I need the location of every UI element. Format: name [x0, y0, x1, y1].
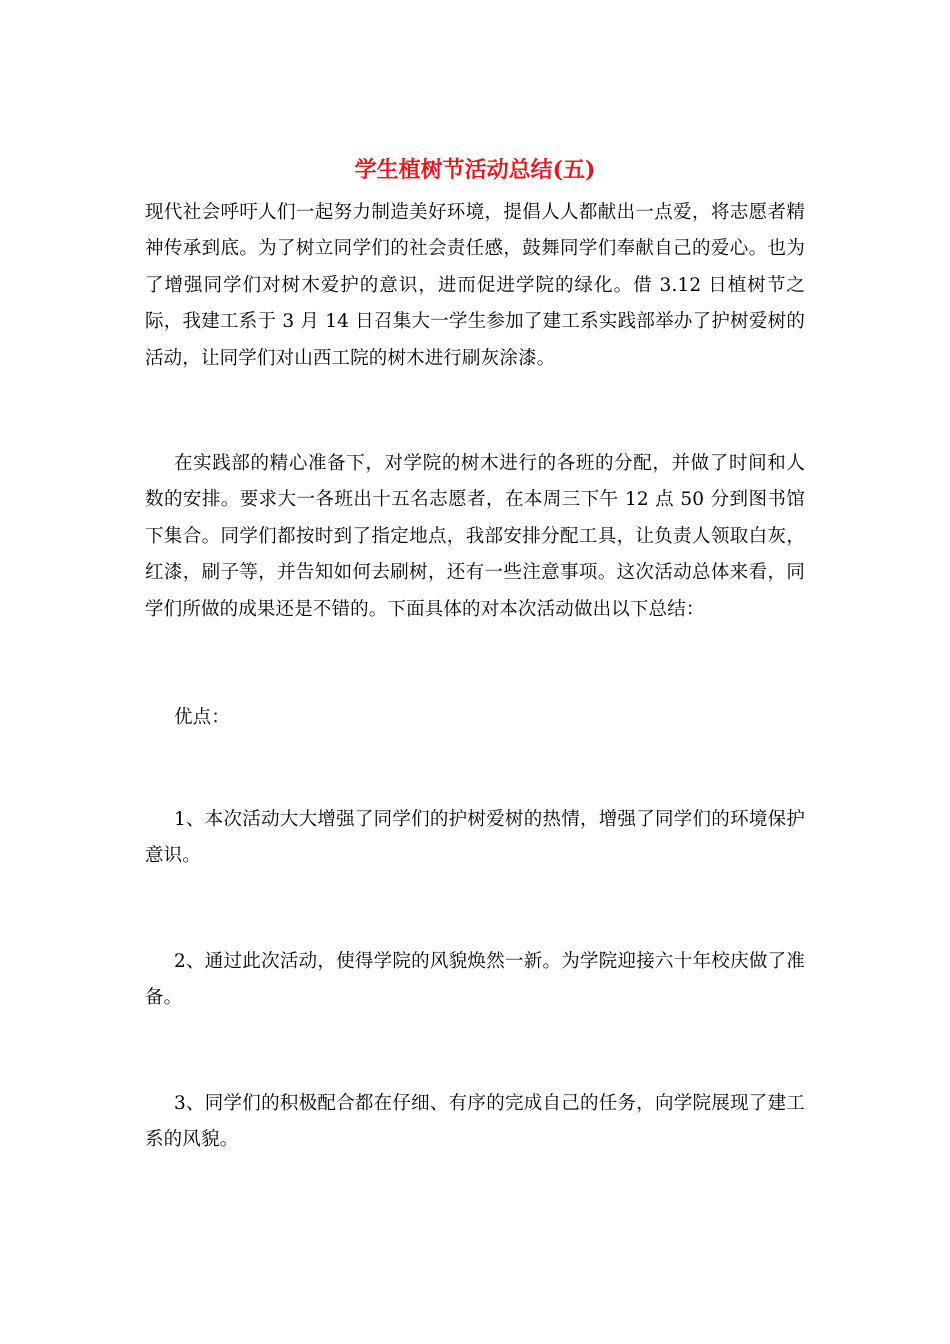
advantages-heading: 优点： — [174, 707, 230, 728]
preparation-paragraph: 在实践部的精心准备下，对学院的树木进行的各班的分配，并做了时间和人数的安排。要求大一各班出十五名志愿者，在本周三下午 12 点 50 分到图书馆下集合。同学们都按时到了指定地点，我部安排分配工具，让负责人领取白灰，红漆，刷子等，并告知如何去刷树，还有一些注意事项。这次活动总体来看，同学们所做的成果还是不错的。下面具体的对本次活动做出以下总结： — [145, 453, 805, 620]
advantage-item-1: 1、本次活动大大增强了同学们的护树爱树的热情，增强了同学们的环境保护意识。 — [145, 809, 805, 867]
advantage-item-3: 3、同学们的积极配合都在仔细、有序的完成自己的任务，向学院展现了建工系的风貌。 — [145, 1093, 805, 1151]
advantage-item-2: 2、通过此次活动，使得学院的风貌焕然一新。为学院迎接六十年校庆做了准备。 — [145, 951, 805, 1009]
document-title: 学生植树节活动总结(五) — [354, 157, 596, 183]
intro-paragraph: 现代社会呼吁人们一起努力制造美好环境，提倡人人都献出一点爱，将志愿者精神传承到底。为了树立同学们的社会责任感，鼓舞同学们奉献自己的爱心。也为了增强同学们对树木爱护的意识，进而促进学院的绿化。借 3.12 日植树节之际，我建工系于 3 月 14 日召集大一学生参加了建工系实践部举办了护树爱树的活动，让同学们对山西工院的树木进行刷灰涂漆。 — [145, 202, 805, 369]
